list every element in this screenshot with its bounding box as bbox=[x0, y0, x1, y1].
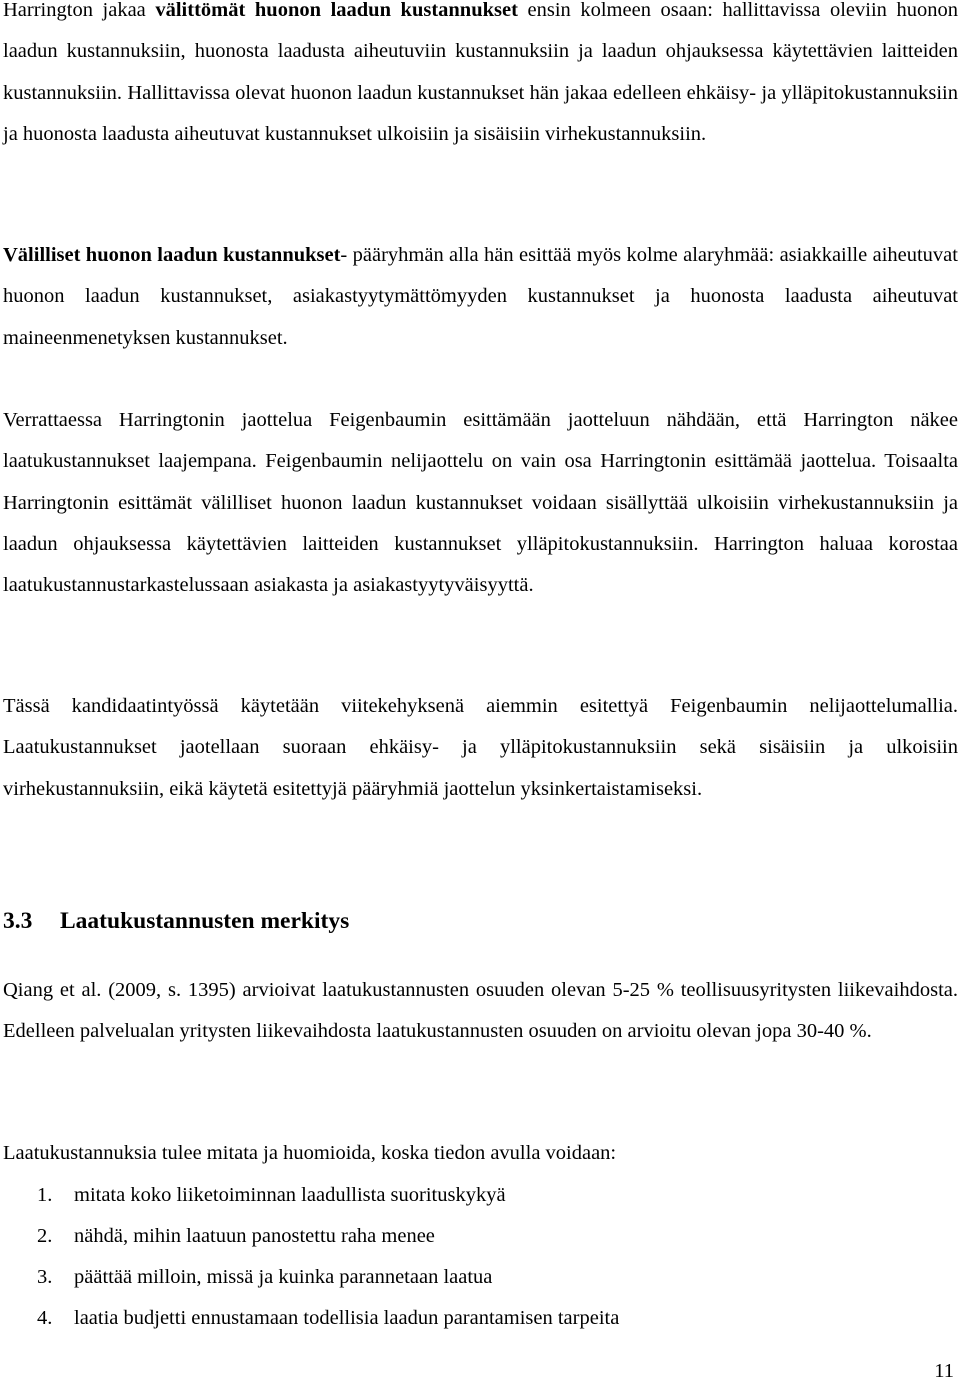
list-item bbox=[0, 1175, 619, 1216]
paragraph-bold-term: välittömät huonon laadun kustannukset bbox=[155, 0, 518, 21]
list-item-text: laatia budjetti ennustamaan todellisia laadun parantamisen tarpeita bbox=[74, 1307, 620, 1330]
list-item-number: 2. bbox=[37, 1225, 53, 1248]
paragraph-list-intro: Laatukustannuksia tulee mitata ja huomioida, koska tiedon avulla voidaan: bbox=[3, 1142, 617, 1164]
list-item bbox=[0, 1216, 619, 1257]
list-item bbox=[0, 1298, 619, 1339]
numbered-list bbox=[0, 1175, 619, 1339]
list-item-number: 1. bbox=[37, 1184, 53, 1206]
page-number: 11 bbox=[934, 1360, 954, 1382]
section-title: Laatukustannusten merkitys bbox=[60, 908, 350, 934]
paragraph-text-post: ensin kolmeen osaan: hallittavissa oleviin huonon laadun kustannuksiin, huonosta laadusta aiheutuviin kustannuksiin ja laadun ohjauksessa käytettävien laitteiden kustannuksiin. Hallittavissa olevat huonon laadun kustannukset hän jakaa edelleen ehkäisy- ja ylläpitokustannuksiin ja huonosta laadusta aiheutuvat kustannukset ulkoisiin ja sisäisiin virhekustannuksiin. bbox=[3, 0, 958, 145]
section-heading bbox=[3, 901, 349, 941]
paragraph-harrington-direct-costs bbox=[3, 0, 958, 155]
section-number: 3.3 bbox=[3, 908, 33, 934]
list-item-text: mitata koko liiketoiminnan laadullista suorituskykyä bbox=[74, 1184, 506, 1206]
list-item bbox=[0, 1257, 619, 1298]
paragraph-framework: Tässä kandidaatintyössä käytetään viitekehyksenä aiemmin esitettyä Feigenbaumin nelijaottelumallia. Laatukustannukset jaotellaan suoraan ehkäisy- ja ylläpitokustannuksiin sekä sisäisiin ja ulkoisiin virhekustannuksiin, eikä käytetä esitettyjä pääryhmiä jaottelun yksinkertaistamiseksi. bbox=[3, 695, 958, 800]
paragraph-qiang: Qiang et al. (2009, s. 1395) arvioivat laatukustannusten osuuden olevan 5-25 % teollisuusyritysten liikevaihdosta. Edelleen palvelualan yritysten liikevaihdosta laatukustannusten osuuden on arvioitu olevan jopa 30-40 %. bbox=[3, 979, 958, 1043]
list-item-number: 4. bbox=[37, 1307, 53, 1330]
list-item-text: päättää milloin, missä ja kuinka parannetaan laatua bbox=[74, 1266, 493, 1289]
paragraph-comparison: Verrattaessa Harringtonin jaottelua Feigenbaumin esittämään jaotteluun nähdään, että Harrington näkee laatukustannukset laajempana. Feigenbaumin nelijaottelu on vain osa Harringtonin esittämää jaottelua. Toisaalta Harringtonin esittämät välilliset huonon laadun kustannukset voidaan sisällyttää ulkoisiin virhekustannuksiin ja laadun ohjauksessa käytettävien laitteiden kustannukset ylläpitokustannuksiin. Harrington haluaa korostaa laatukustannustarkastelussaan asiakasta ja asiakastyytyväisyyttä. bbox=[3, 409, 958, 597]
paragraph-indirect-costs bbox=[3, 235, 958, 359]
paragraph-text-post: - pääryhmän alla hän esittää myös kolme alaryhmää: asiakkaille aiheutuvat huonon laadun kustannukset, asiakastyytymättömyyden kustannukset ja huonosta laadusta aiheutuvat maineenmenetyksen kustannukset. bbox=[3, 244, 958, 349]
list-item-number: 3. bbox=[37, 1266, 53, 1289]
paragraph-text-pre: Harrington jakaa bbox=[3, 0, 156, 21]
list-item-text: nähdä, mihin laatuun panostettu raha menee bbox=[74, 1225, 435, 1248]
paragraph-bold-term: Välilliset huonon laadun kustannukset bbox=[3, 244, 341, 266]
